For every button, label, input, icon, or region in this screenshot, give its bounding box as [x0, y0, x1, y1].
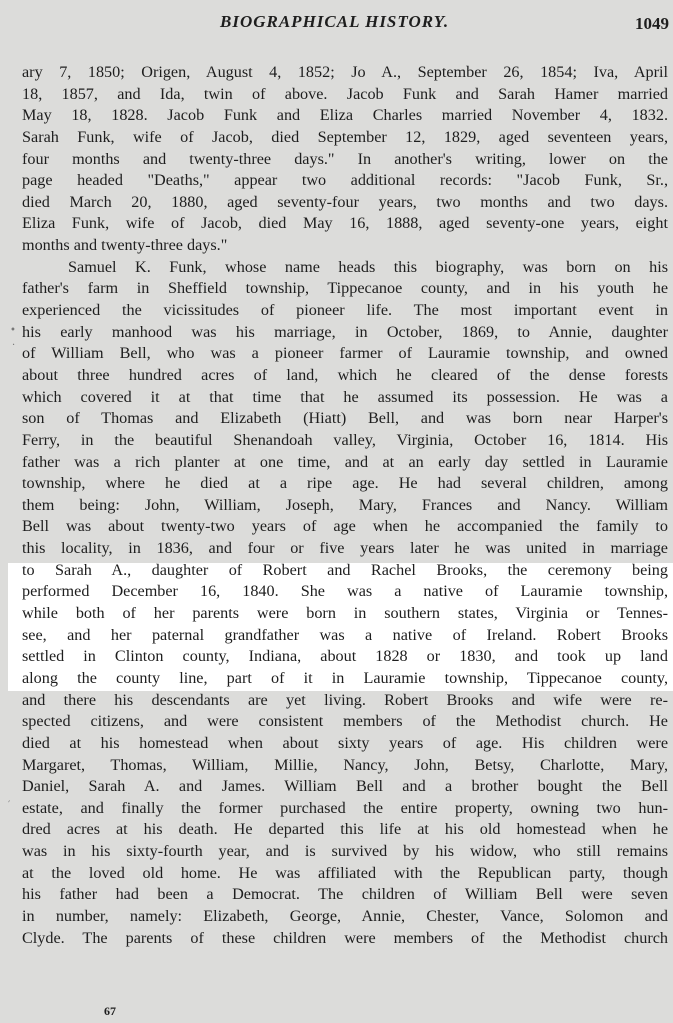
- signature-mark: 67: [104, 1004, 116, 1018]
- text-line: Sarah Funk, wife of Jacob, died September 12, 1829, aged seventeen years,: [22, 127, 668, 146]
- text-line: in number, namely: Elizabeth, George, Annie, Chester, Vance, Solomon and: [22, 906, 668, 925]
- page-number: 1049: [635, 14, 669, 33]
- text-line: May 18, 1828. Jacob Funk and Eliza Charles married November 4, 1832.: [22, 106, 668, 125]
- text-line: to Sarah A., daughter of Robert and Rachel Brooks, the ceremony being: [22, 560, 668, 579]
- text-line: performed December 16, 1840. She was a native of Lauramie township,: [22, 582, 668, 601]
- text-line: months and twenty-three days.": [22, 236, 228, 255]
- body-text: [22, 62, 668, 949]
- text-line: this locality, in 1836, and four or five years later he was united in marriage: [22, 539, 668, 558]
- text-line: dred acres at his death. He departed this life at his old homestead when he: [22, 820, 668, 839]
- text-line: spected citizens, and were consistent members of the Methodist church. He: [22, 712, 668, 731]
- text-line: while both of her parents were born in southern states, Virginia or Tennes-: [22, 604, 668, 623]
- text-line: Margaret, Thomas, William, Millie, Nancy, John, Betsy, Charlotte, Mary,: [22, 755, 668, 774]
- running-header: [0, 12, 673, 36]
- text-line: father's farm in Sheffield township, Tippecanoe county, and in his youth he: [22, 279, 668, 298]
- text-line: at the loved old home. He was affiliated with the Republican party, though: [22, 863, 668, 882]
- margin-speck: ′: [8, 800, 11, 811]
- text-line: which covered it at that time that he assumed its possession. He was a: [22, 387, 668, 406]
- text-line: was in his sixty-fourth year, and is survived by his widow, who still remains: [22, 842, 668, 861]
- text-line: experienced the vicissitudes of pioneer life. The most important event in: [22, 301, 668, 320]
- text-line: four months and twenty-three days." In another's writing, lower on the: [22, 149, 668, 168]
- text-line: of William Bell, who was a pioneer farmer of Lauramie township, and owned: [22, 344, 668, 363]
- text-line: settled in Clinton county, Indiana, about 1828 or 1830, and took up land: [22, 647, 668, 666]
- text-line: and there his descendants are yet living. Robert Brooks and wife were re-: [22, 690, 668, 709]
- text-line: estate, and finally the former purchased the entire property, owning two hun-: [22, 798, 668, 817]
- text-line: Clyde. The parents of these children were members of the Methodist church: [22, 928, 668, 947]
- text-line: his father had been a Democrat. The children of William Bell were seven: [22, 885, 668, 904]
- text-line: them being: John, William, Joseph, Mary, Frances and Nancy. William: [22, 495, 668, 514]
- text-line: father was a rich planter at one time, and at an early day settled in Lauramie: [22, 452, 668, 471]
- text-line: page headed "Deaths," appear two additional records: "Jacob Funk, Sr.,: [22, 171, 668, 190]
- text-line: 18, 1857, and Ida, twin of above. Jacob Funk and Sarah Hamer married: [22, 84, 668, 103]
- text-line: about three hundred acres of land, which he cleared of the dense forests: [22, 365, 668, 384]
- text-line: along the county line, part of it in Lauramie township, Tippecanoe county,: [22, 668, 668, 687]
- text-line: died at his homestead when about sixty years of age. His children were: [22, 733, 668, 752]
- text-line: see, and her paternal grandfather was a native of Ireland. Robert Brooks: [22, 625, 668, 644]
- text-line: ary 7, 1850; Origen, August 4, 1852; Jo A., September 26, 1854; Iva, April: [22, 63, 668, 81]
- text-line: Eliza Funk, wife of Jacob, died May 16, 1888, aged seventy-one years, eight: [22, 214, 668, 233]
- text-line: township, where he died at a ripe age. He had several children, among: [22, 474, 668, 493]
- text-line: Bell was about twenty-two years of age when he accompanied the family to: [22, 517, 668, 536]
- text-line: died March 20, 1880, aged seventy-four years, two months and two days.: [22, 192, 668, 211]
- margin-speck: ·: [12, 340, 16, 351]
- text-line: son of Thomas and Elizabeth (Hiatt) Bell, and was born near Harper's: [22, 409, 668, 428]
- text-line: Ferry, in the beautiful Shenandoah valley, Virginia, October 16, 1814. His: [22, 430, 668, 449]
- header-title: BIOGRAPHICAL HISTORY.: [220, 12, 450, 31]
- text-line: Daniel, Sarah A. and James. William Bell and a brother bought the Bell: [22, 777, 668, 796]
- text-line: Samuel K. Funk, whose name heads this biography, was born on his: [68, 257, 668, 276]
- margin-speck: •: [10, 325, 16, 336]
- text-line: his early manhood was his marriage, in October, 1869, to Annie, daughter: [22, 322, 668, 341]
